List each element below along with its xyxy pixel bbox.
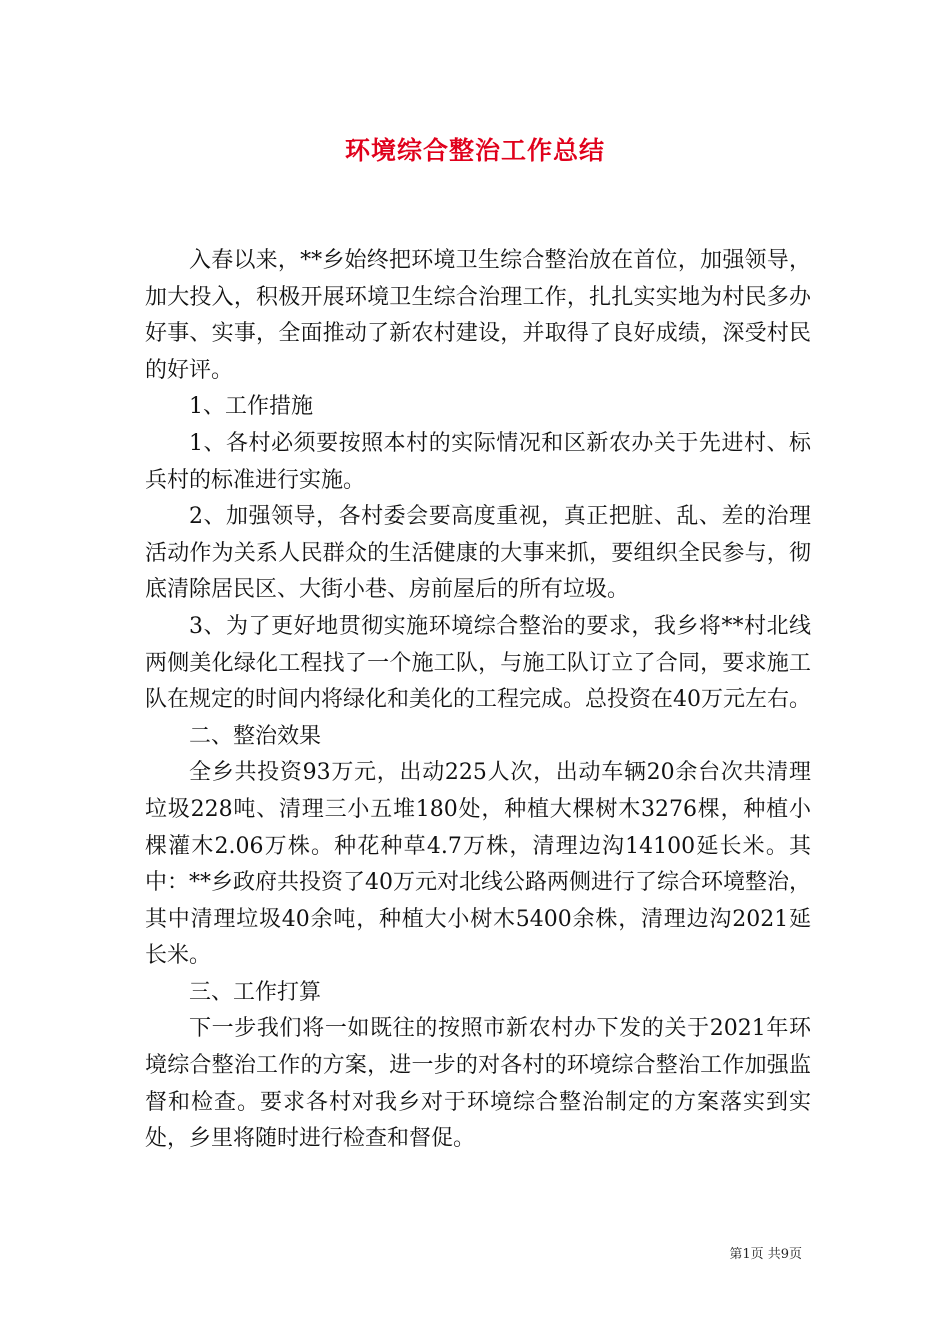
paragraph-measure-3: 3、为了更好地贯彻实施环境综合整治的要求，我乡将**村北线两侧美化绿化工程找了一个施工队，与施工队订立了合同，要求施工队在规定的时间内将绿化和美化的工程完成。总投资在40万元左右。 <box>145 613 811 713</box>
paragraph-plans: 下一步我们将一如既往的按照市新农村办下发的关于2021年环境综合整治工作的方案，进一步的对各村的环境综合整治工作加强监督和检查。要求各村对我乡对于环境综合整治制定的方案落实到实处，乡里将随时进行检查和督促。 <box>145 1016 811 1152</box>
page-number: 第1页 共9页 <box>729 1247 802 1262</box>
heading-plans: 三、工作打算 <box>189 979 322 1005</box>
heading-results: 二、整治效果 <box>189 723 322 749</box>
paragraph-measure-2: 2、加强领导，各村委会要高度重视，真正把脏、乱、差的治理活动作为关系人民群众的生活健康的大事来抓，要组织全民参与，彻底清除居民区、大街小巷、房前屋后的所有垃圾。 <box>145 504 811 603</box>
heading-work-measures: 1、工作措施 <box>189 394 313 420</box>
document-body <box>145 243 811 1158</box>
paragraph-intro: 入春以来，**乡始终把环境卫生综合整治放在首位，加强领导，加大投入，积极开展环境卫生综合治理工作，扎扎实实地为村民多办好事、实事，全面推动了新农村建设，并取得了良好成绩，深受村民的好评。 <box>145 248 811 383</box>
paragraph-measure-1: 1、各村必须要按照本村的实际情况和区新农办关于先进村、标兵村的标准进行实施。 <box>145 430 811 493</box>
paragraph-results: 全乡共投资93万元，出动225人次，出动车辆20余台次共清理垃圾228吨、清理三小五堆180处，种植大棵树木3276棵，种植小棵灌木2.06万株。种花种草4.7万株，清理边沟14100延长米。其中：**乡政府共投资了40万元对北线公路两侧进行了综合环境整治，其中清理垃圾40余吨，种植大小树木5400余株，清理边沟2021延长米。 <box>145 760 811 969</box>
page-title: 环境综合整治工作总结 <box>344 136 605 165</box>
